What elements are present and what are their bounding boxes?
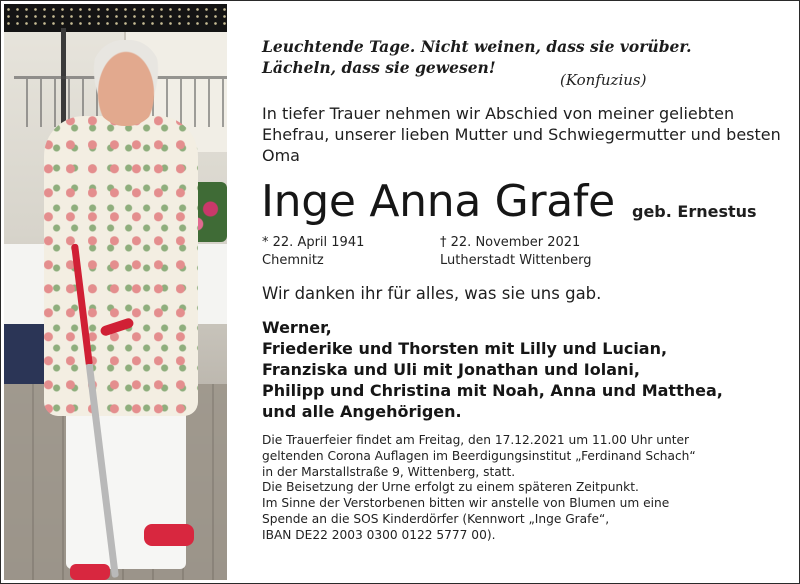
mourner-line: Friederike und Thorsten mit Lilly und Lucian, xyxy=(262,339,668,358)
notice-line: Die Trauerfeier findet am Freitag, den 17.12.2021 um 11.00 Uhr unter xyxy=(262,433,690,447)
notice-line: geltenden Corona Auflagen im Beerdigungsinstitut „Ferdinand Schach“ xyxy=(262,448,696,463)
photo-person-head xyxy=(90,40,162,126)
intro-text: In tiefer Trauer nehmen wir Abschied von meiner geliebten Ehefrau, unserer lieben Mutter und Schwiegermutter und besten Oma xyxy=(262,104,781,165)
birth-date: * 22. April 1941 xyxy=(262,235,365,250)
funeral-notice xyxy=(262,433,782,544)
mourner-line: und alle Angehörigen. xyxy=(262,402,462,421)
photo-chair xyxy=(4,324,44,384)
death-info xyxy=(440,234,591,270)
deceased-name: Inge Anna Grafe xyxy=(261,176,615,227)
mourners-list xyxy=(262,317,723,422)
notice-line: Die Beisetzung der Urne erfolgt zu einem späteren Zeitpunkt. xyxy=(262,480,639,495)
maiden-name: geb. Ernestus xyxy=(632,202,757,221)
photo-string-lights xyxy=(4,6,227,26)
death-place: Lutherstadt Wittenberg xyxy=(440,253,592,268)
notice-line: in der Marstallstraße 9, Wittenberg, statt. xyxy=(262,464,516,479)
thanks-text: Wir danken ihr für alles, was sie uns gab. xyxy=(262,284,602,303)
mourner-line: Werner, xyxy=(262,318,332,337)
notice-line: Im Sinne der Verstorbenen bitten wir anstelle von Blumen um eine xyxy=(262,496,670,511)
quote-author: (Konfuzius) xyxy=(560,71,647,89)
notice-line: IBAN DE22 2003 0300 0122 5777 00). xyxy=(262,527,496,542)
quote-line-1: Leuchtende Tage. Nicht weinen, dass sie vorüber. xyxy=(262,37,692,56)
notice-line: Spende an die SOS Kinderdörfer (Kennwort „Inge Grafe“, xyxy=(262,511,610,526)
birth-place: Chemnitz xyxy=(262,253,324,268)
portrait-photo xyxy=(4,4,227,580)
birth-info xyxy=(262,234,364,270)
quote-line-2: Lächeln, dass sie gewesen! xyxy=(262,58,496,77)
photo-person-body xyxy=(44,116,198,416)
photo-shoe-right xyxy=(144,524,194,546)
photo-shoe-left xyxy=(70,564,110,580)
mourner-line: Philipp und Christina mit Noah, Anna und Matthea, xyxy=(262,381,723,400)
mourner-line: Franziska und Uli mit Jonathan und Iolani, xyxy=(262,360,640,379)
death-date: † 22. November 2021 xyxy=(440,235,581,250)
